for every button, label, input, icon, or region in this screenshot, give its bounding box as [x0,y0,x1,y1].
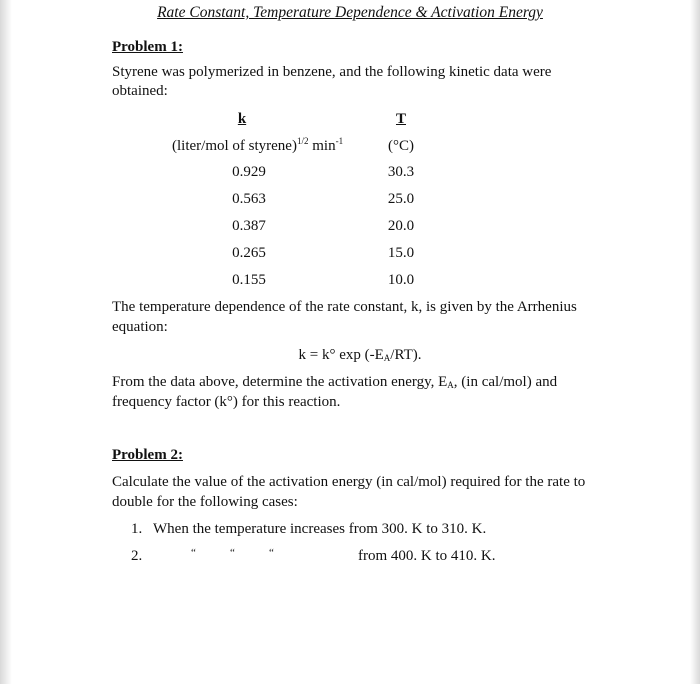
table-row-t: 10.0 [387,272,415,288]
problem1-heading: Problem 1: [112,39,183,55]
problem1-question-line1: From the data above, determine the activation energy, $E_A$, (in cal/mol) and [112,374,558,390]
table-row-k: 0.387 [232,218,266,234]
table-row-k: 0.563 [232,191,266,207]
arrhenius-line2: equation: [112,319,168,335]
table-row-t: 30.3 [387,164,415,180]
problem2-item1-number: 1. [131,521,143,537]
table-row-t: 25.0 [387,191,415,207]
problem2-heading: Problem 2: [112,447,183,463]
table-row-k: 0.929 [232,164,266,180]
table-k-unit: (liter/mol of styrene)$^{1/2}$ $\min^{-1}$ [172,136,344,154]
problem2-intro-line2: double for the following cases: [112,494,298,510]
problem2-intro-line1: Calculate the value of the activation energy (in cal/mol) required for the rate to [112,474,586,490]
table-row-k: 0.265 [232,245,266,261]
page-title: Rate Constant, Temperature Dependence & Activation Energy [157,4,543,21]
ditto-mark: “ [269,547,274,559]
arrhenius-equation: k = k° $\exp (-E_A/RT)$. [298,347,422,363]
problem2-item2-number: 2. [131,548,143,564]
arrhenius-line1: The temperature dependence of the rate constant, k, is given by the Arrhenius [112,299,577,315]
table-row-k: 0.155 [232,272,266,288]
ditto-mark: “ [191,547,196,559]
table-row-t: 20.0 [387,218,415,234]
problem1-intro-line1: Styrene was polymerized in benzene, and the following kinetic data were [112,64,552,80]
table-k-header: k [237,111,247,127]
table-t-header: T [395,111,406,127]
problem1-intro-line2: obtained: [112,83,168,99]
table-row-t: 15.0 [387,245,415,261]
problem1-question-line2: frequency factor (k°) for this reaction. [112,394,341,410]
problem2-item1-text: When the temperature increases from 300. K to 310. K. [153,521,487,537]
problem2-item2-text: from 400. K to 410. K. [358,548,496,564]
ditto-mark: “ [230,547,235,559]
table-t-unit: (°C) [388,138,414,154]
page-edge-right [690,0,700,684]
page-edge-left [0,0,12,684]
